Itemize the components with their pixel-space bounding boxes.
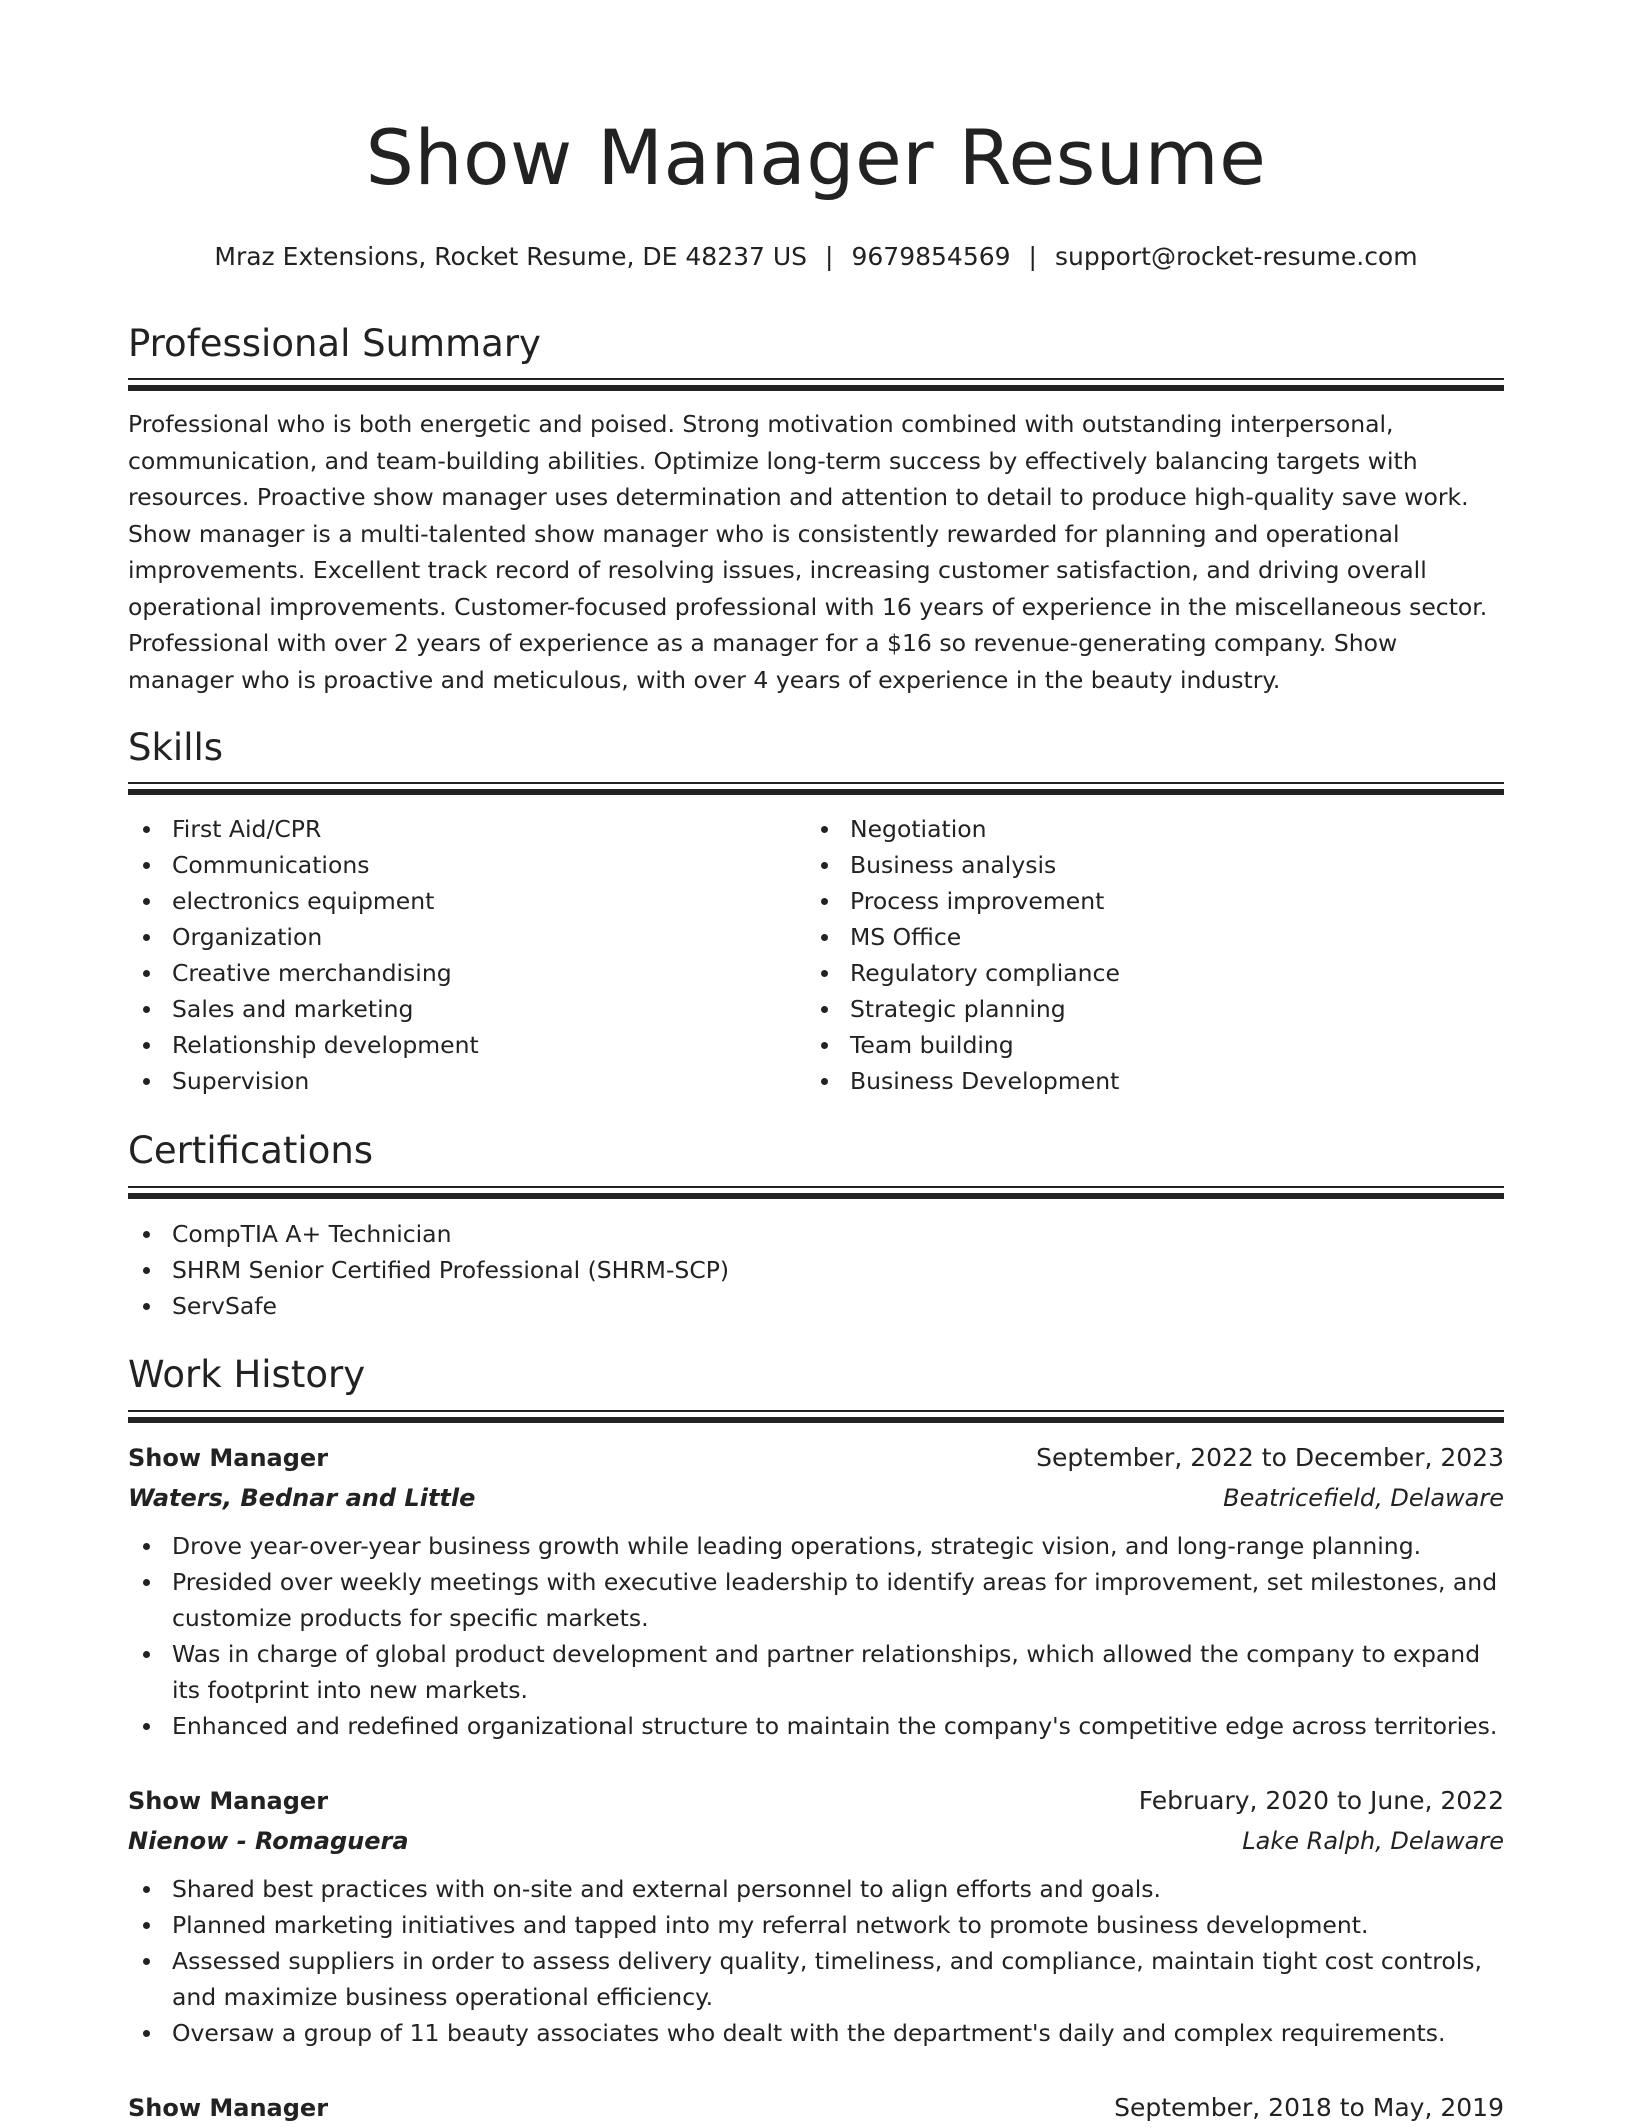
job-subheader [128, 1821, 1504, 1861]
skill-item: Negotiation [806, 811, 1466, 847]
job-bullet: Assessed suppliers in order to assess delivery quality, timeliness, and compliance, maintain tight cost controls, and maximize business operational efficiency. [128, 1943, 1504, 2015]
section-divider [128, 378, 1504, 392]
certification-item: ServSafe [128, 1288, 1504, 1324]
certification-item: CompTIA A+ Technician [128, 1216, 1504, 1252]
certification-item: SHRM Senior Certified Professional (SHRM-SCP) [128, 1252, 1504, 1288]
job-bullet: Enhanced and redefined organizational structure to maintain the company's competitive edge across territories. [128, 1708, 1504, 1744]
contact-address: Mraz Extensions, Rocket Resume, DE 48237 US [214, 242, 808, 271]
job-title: Show Manager [128, 1787, 329, 1815]
job-title: Show Manager [128, 1444, 329, 1472]
job-bullet: Planned marketing initiatives and tapped into my referral network to promote business development. [128, 1907, 1504, 1943]
skill-item: MS Office [806, 919, 1466, 955]
skill-item: Team building [806, 1027, 1466, 1063]
section-divider [128, 1186, 1504, 1200]
job-header [128, 1438, 1504, 1478]
job-header [128, 1781, 1504, 1821]
contact-separator: | [1028, 242, 1037, 271]
job-bullets [128, 1871, 1504, 2051]
job-bullets [128, 1528, 1504, 1744]
contact-line [128, 240, 1504, 274]
section-divider [128, 782, 1504, 796]
work-history-heading: Work History [128, 1353, 366, 1396]
skill-item: Sales and marketing [128, 991, 788, 1027]
skill-item: Business analysis [806, 847, 1466, 883]
job-dates: September, 2022 to December, 2023 [1036, 1443, 1504, 1472]
job-bullet: Presided over weekly meetings with executive leadership to identify areas for improvement, set milestones, and customize products for specific markets. [128, 1564, 1504, 1636]
skill-item: Business Development [806, 1063, 1466, 1099]
job-dates: February, 2020 to June, 2022 [1138, 1786, 1504, 1815]
job-company: Nienow - Romaguera [128, 1827, 409, 1855]
skill-item: First Aid/CPR [128, 811, 788, 847]
skill-item: Communications [128, 847, 788, 883]
skills-heading: Skills [128, 726, 224, 769]
job-dates: September, 2018 to May, 2019 [1114, 2093, 1504, 2122]
job-company: Waters, Bednar and Little [128, 1484, 476, 1512]
job-title: Show Manager [128, 2094, 329, 2122]
job-bullet: Drove year-over-year business growth while leading operations, strategic vision, and long-range planning. [128, 1528, 1504, 1564]
certifications-heading: Certifications [128, 1129, 374, 1172]
job-bullet: Shared best practices with on-site and external personnel to align efforts and goals. [128, 1871, 1504, 1907]
resume-title: Show Manager Resume [365, 113, 1267, 202]
skill-item: Creative merchandising [128, 955, 788, 991]
job-entry [128, 1438, 1504, 1744]
job-bullet: Was in charge of global product development and partner relationships, which allowed the company to expand its footprint into new markets. [128, 1636, 1504, 1708]
certifications-list [128, 1216, 1504, 1324]
contact-separator: | [825, 242, 834, 271]
skills-list-left [128, 811, 788, 1099]
contact-phone: 9679854569 [851, 242, 1011, 271]
job-entry [128, 2088, 1504, 2128]
skill-item: Organization [128, 919, 788, 955]
section-divider [128, 1410, 1504, 1424]
job-header [128, 2088, 1504, 2128]
skill-item: Strategic planning [806, 991, 1466, 1027]
skill-item: Relationship development [128, 1027, 788, 1063]
job-location: Beatricefield, Delaware [1223, 1484, 1504, 1512]
skill-item: Supervision [128, 1063, 788, 1099]
summary-heading: Professional Summary [128, 322, 541, 365]
job-subheader [128, 1478, 1504, 1518]
skill-item: Regulatory compliance [806, 955, 1466, 991]
job-location: Lake Ralph, Delaware [1242, 1827, 1504, 1855]
summary-text: Professional who is both energetic and poised. Strong motivation combined with outstanding interpersonal, communication, and team-building abilities. Optimize long-term success by effectively balancing targets with resources. Proactive show manager uses determination and attention to detail to produce high-quality save work. Show manager is a multi-talented show manager who is consistently rewarded for planning and operational improvements. Excellent track record of resolving issues, increasing customer satisfaction, and driving overall operational improvements. Customer-focused professional with 16 years of experience in the miscellaneous sector. Professional with over 2 years of experience as a manager for a $16 so revenue-generating company. Show manager who is proactive and meticulous, with over 4 years of experience in the beauty industry. [128, 410, 1488, 694]
skills-list-right [806, 811, 1466, 1099]
skill-item: electronics equipment [128, 883, 788, 919]
skill-item: Process improvement [806, 883, 1466, 919]
job-entry [128, 1781, 1504, 2051]
contact-email: support@rocket-resume.com [1054, 242, 1418, 271]
job-bullet: Oversaw a group of 11 beauty associates who dealt with the department's daily and complex requirements. [128, 2015, 1504, 2051]
